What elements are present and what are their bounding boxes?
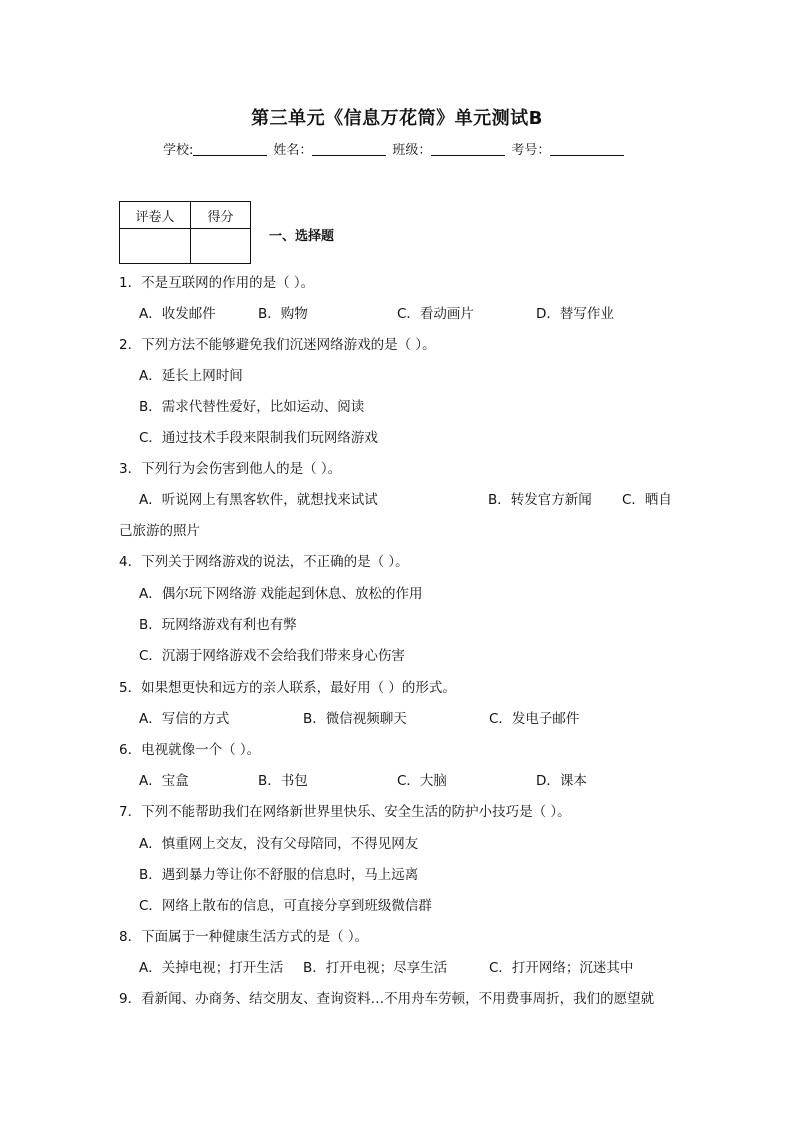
exam-no-blank[interactable] <box>550 142 624 156</box>
question-stem: 4．下列关于网络游戏的说法，不正确的是（ ）。 <box>119 554 409 570</box>
grader-header: 评卷人 <box>120 202 191 229</box>
question-stem: 2．下列方法不能够避免我们沉迷网络游戏的是（ ）。 <box>119 337 436 353</box>
exam-no-label: 考号： <box>511 143 551 158</box>
question-stem: 9．看新闻、办商务、结交朋友、查询资料…不用舟车劳顿，不用费事周折，我们的愿望就 <box>119 991 655 1007</box>
option-continuation: 己旅游的照片 <box>119 523 200 539</box>
question-stem: 5．如果想更快和远方的亲人联系，最好用（ ）的形式。 <box>119 680 456 696</box>
option[interactable]: B．书包 <box>258 773 308 789</box>
score-table <box>119 201 251 264</box>
option[interactable]: B．遇到暴力等让你不舒服的信息时，马上远离 <box>139 867 419 883</box>
option[interactable]: C．通过技术手段来限制我们玩网络游戏 <box>139 430 378 446</box>
option[interactable]: A．慎重网上交友，没有父母陪同，不得见网友 <box>139 836 419 852</box>
option[interactable]: C．发电子邮件 <box>489 711 580 727</box>
option[interactable]: C．沉溺于网络游戏不会给我们带来身心伤害 <box>139 648 405 664</box>
name-label: 姓名： <box>273 143 313 158</box>
class-label: 班级： <box>392 143 432 158</box>
option[interactable]: D．替写作业 <box>536 306 614 322</box>
name-blank[interactable] <box>312 142 386 156</box>
option[interactable]: B．购物 <box>258 306 308 322</box>
option[interactable]: A．写信的方式 <box>139 711 230 727</box>
option[interactable]: B．需求代替性爱好，比如运动、阅读 <box>139 399 365 415</box>
option[interactable]: B．微信视频聊天 <box>303 711 407 727</box>
question-stem: 8．下面属于一种健康生活方式的是（ ）。 <box>119 929 369 945</box>
section-title: 一、选择题 <box>269 229 335 244</box>
option[interactable]: B．玩网络游戏有利也有弊 <box>139 617 297 633</box>
question-stem: 3．下列行为会伤害到他人的是（ ）。 <box>119 461 342 477</box>
option[interactable]: A．偶尔玩下网络游 戏能起到休息、放松的作用 <box>139 586 423 602</box>
grader-cell[interactable] <box>120 229 191 264</box>
question-stem: 7．下列不能帮助我们在网络新世界里快乐、安全生活的防护小技巧是（ ）。 <box>119 804 571 820</box>
option[interactable]: C．打开网络；沉迷其中 <box>489 960 634 976</box>
option[interactable]: C．大脑 <box>397 773 447 789</box>
option[interactable]: A．关掉电视；打开生活 <box>139 960 284 976</box>
option[interactable]: D．课本 <box>536 773 587 789</box>
student-info-line <box>163 139 630 158</box>
school-label: 学校: <box>163 143 194 158</box>
option[interactable]: C．看动画片 <box>397 306 474 322</box>
option[interactable]: A．宝盒 <box>139 773 189 789</box>
score-header: 得分 <box>191 202 251 229</box>
class-blank[interactable] <box>431 142 505 156</box>
option[interactable]: C．网络上散布的信息，可直接分享到班级微信群 <box>139 898 432 914</box>
question-stem: 6．电视就像一个（ ）。 <box>119 742 261 758</box>
option[interactable]: B．打开电视；尽享生活 <box>303 960 448 976</box>
option[interactable]: C．晒自 <box>622 492 672 508</box>
option[interactable]: A．听说网上有黑客软件，就想找来试试 <box>139 492 378 508</box>
school-blank[interactable] <box>193 142 267 156</box>
option[interactable]: B．转发官方新闻 <box>488 492 592 508</box>
question-stem: 1．不是互联网的作用的是（ ）。 <box>119 275 315 291</box>
page-title: 第三单元《信息万花筒》单元测试B <box>251 108 543 129</box>
option[interactable]: A．延长上网时间 <box>139 368 243 384</box>
option[interactable]: A．收发邮件 <box>139 306 216 322</box>
score-cell[interactable] <box>191 229 251 264</box>
